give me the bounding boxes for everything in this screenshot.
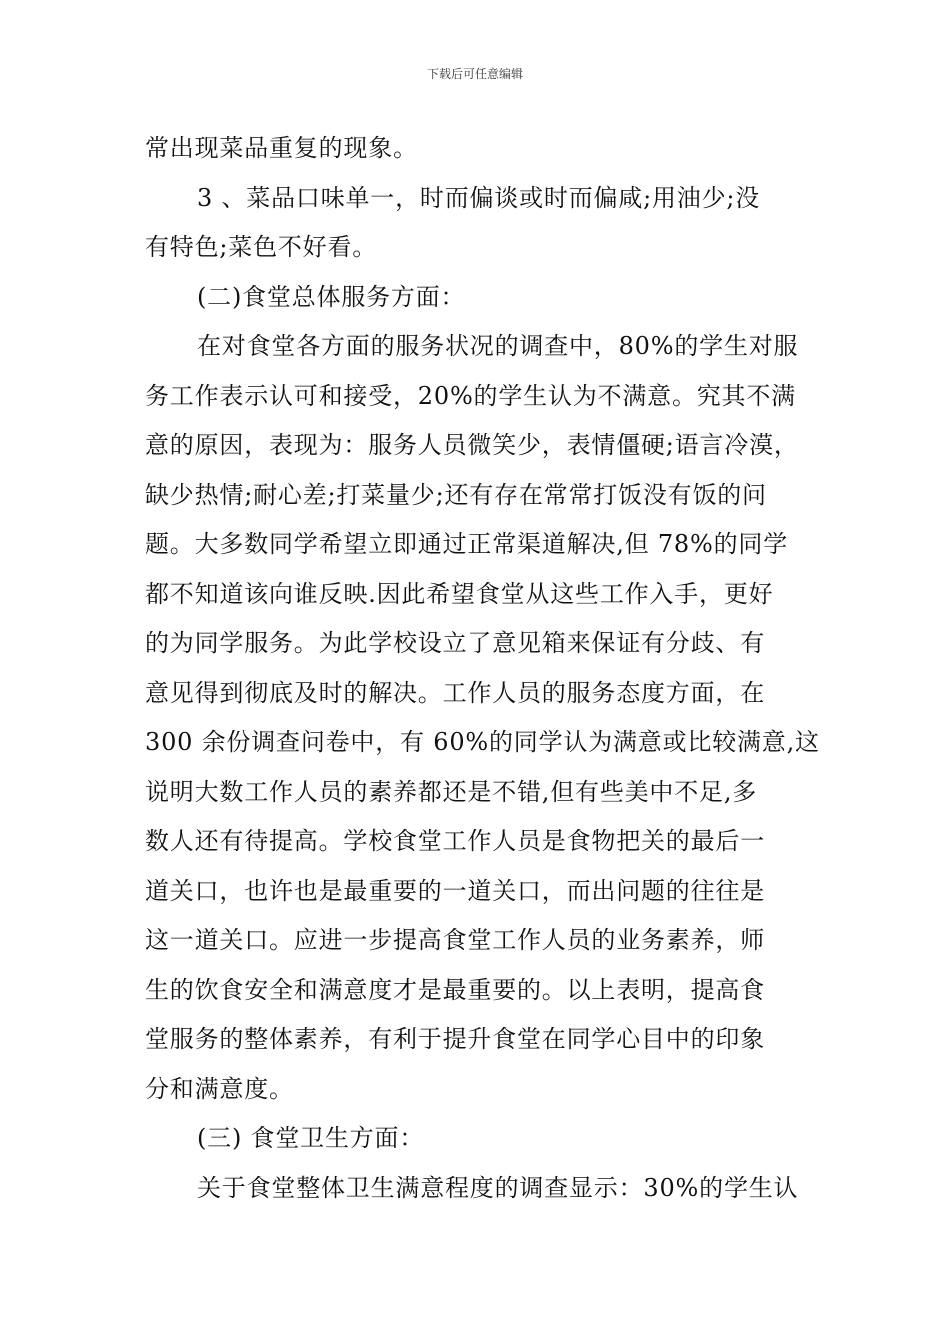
text-line: 这一道关口。应进一步提高食堂工作人员的业务素养，师 <box>145 926 765 954</box>
text-line: 关于食堂整体卫生满意程度的调查显示：30%的学生认 <box>197 1173 799 1202</box>
text-line: 生的饮食安全和满意度才是最重要的。以上表明，提高食 <box>145 975 765 1004</box>
text-line: 有特色;菜色不好看。 <box>145 233 378 261</box>
text-line: 道关口，也许也是最重要的一道关口，而出问题的往往是 <box>145 876 765 905</box>
text-line: 数人还有待提高。学校食堂工作人员是食物把关的最后一 <box>145 827 765 855</box>
text-line: 堂服务的整体素养，有利于提升食堂在同学心目中的印象 <box>145 1025 765 1053</box>
text-line: (三) 食堂卫生方面： <box>197 1124 425 1152</box>
text-line: 说明大数工作人员的素养都还是不错,但有些美中不足,多 <box>145 777 758 806</box>
page-header: 下载后可任意编辑 <box>426 67 523 81</box>
text-line: 缺少热情;耐心差;打菜量少;还有存在常常打饭没有饭的问 <box>145 480 767 509</box>
text-line: 分和满意度。 <box>145 1074 294 1103</box>
text-line: 题。大多数同学希望立即通过正常渠道解决,但 78%的同学 <box>145 530 788 558</box>
text-line: 3 、菜品口味单一，时而偏谈或时而偏咸;用油少;没 <box>197 183 761 212</box>
text-line: 务工作表示认可和接受，20%的学生认为不满意。究其不满 <box>145 381 796 410</box>
text-line: 意的原因，表现为：服务人员微笑少，表情僵硬;语言冷漠， <box>145 431 799 459</box>
text-line: 都不知道该向谁反映.因此希望食堂从这些工作入手，更好 <box>145 579 774 608</box>
text-line: 常出现菜品重复的现象。 <box>145 134 418 162</box>
text-line: 意见得到彻底及时的解决。工作人员的服务态度方面，在 <box>145 678 765 707</box>
text-line: (二)食堂总体服务方面： <box>197 282 466 311</box>
document-body <box>145 124 825 1213</box>
text-line: 在对食堂各方面的服务状况的调查中，80%的学生对服 <box>197 332 799 360</box>
text-line: 300 余份调查问卷中，有 60%的同学认为满意或比较满意,这 <box>145 728 820 756</box>
text-line: 的为同学服务。为此学校设立了意见箱来保证有分歧、有 <box>145 629 765 657</box>
